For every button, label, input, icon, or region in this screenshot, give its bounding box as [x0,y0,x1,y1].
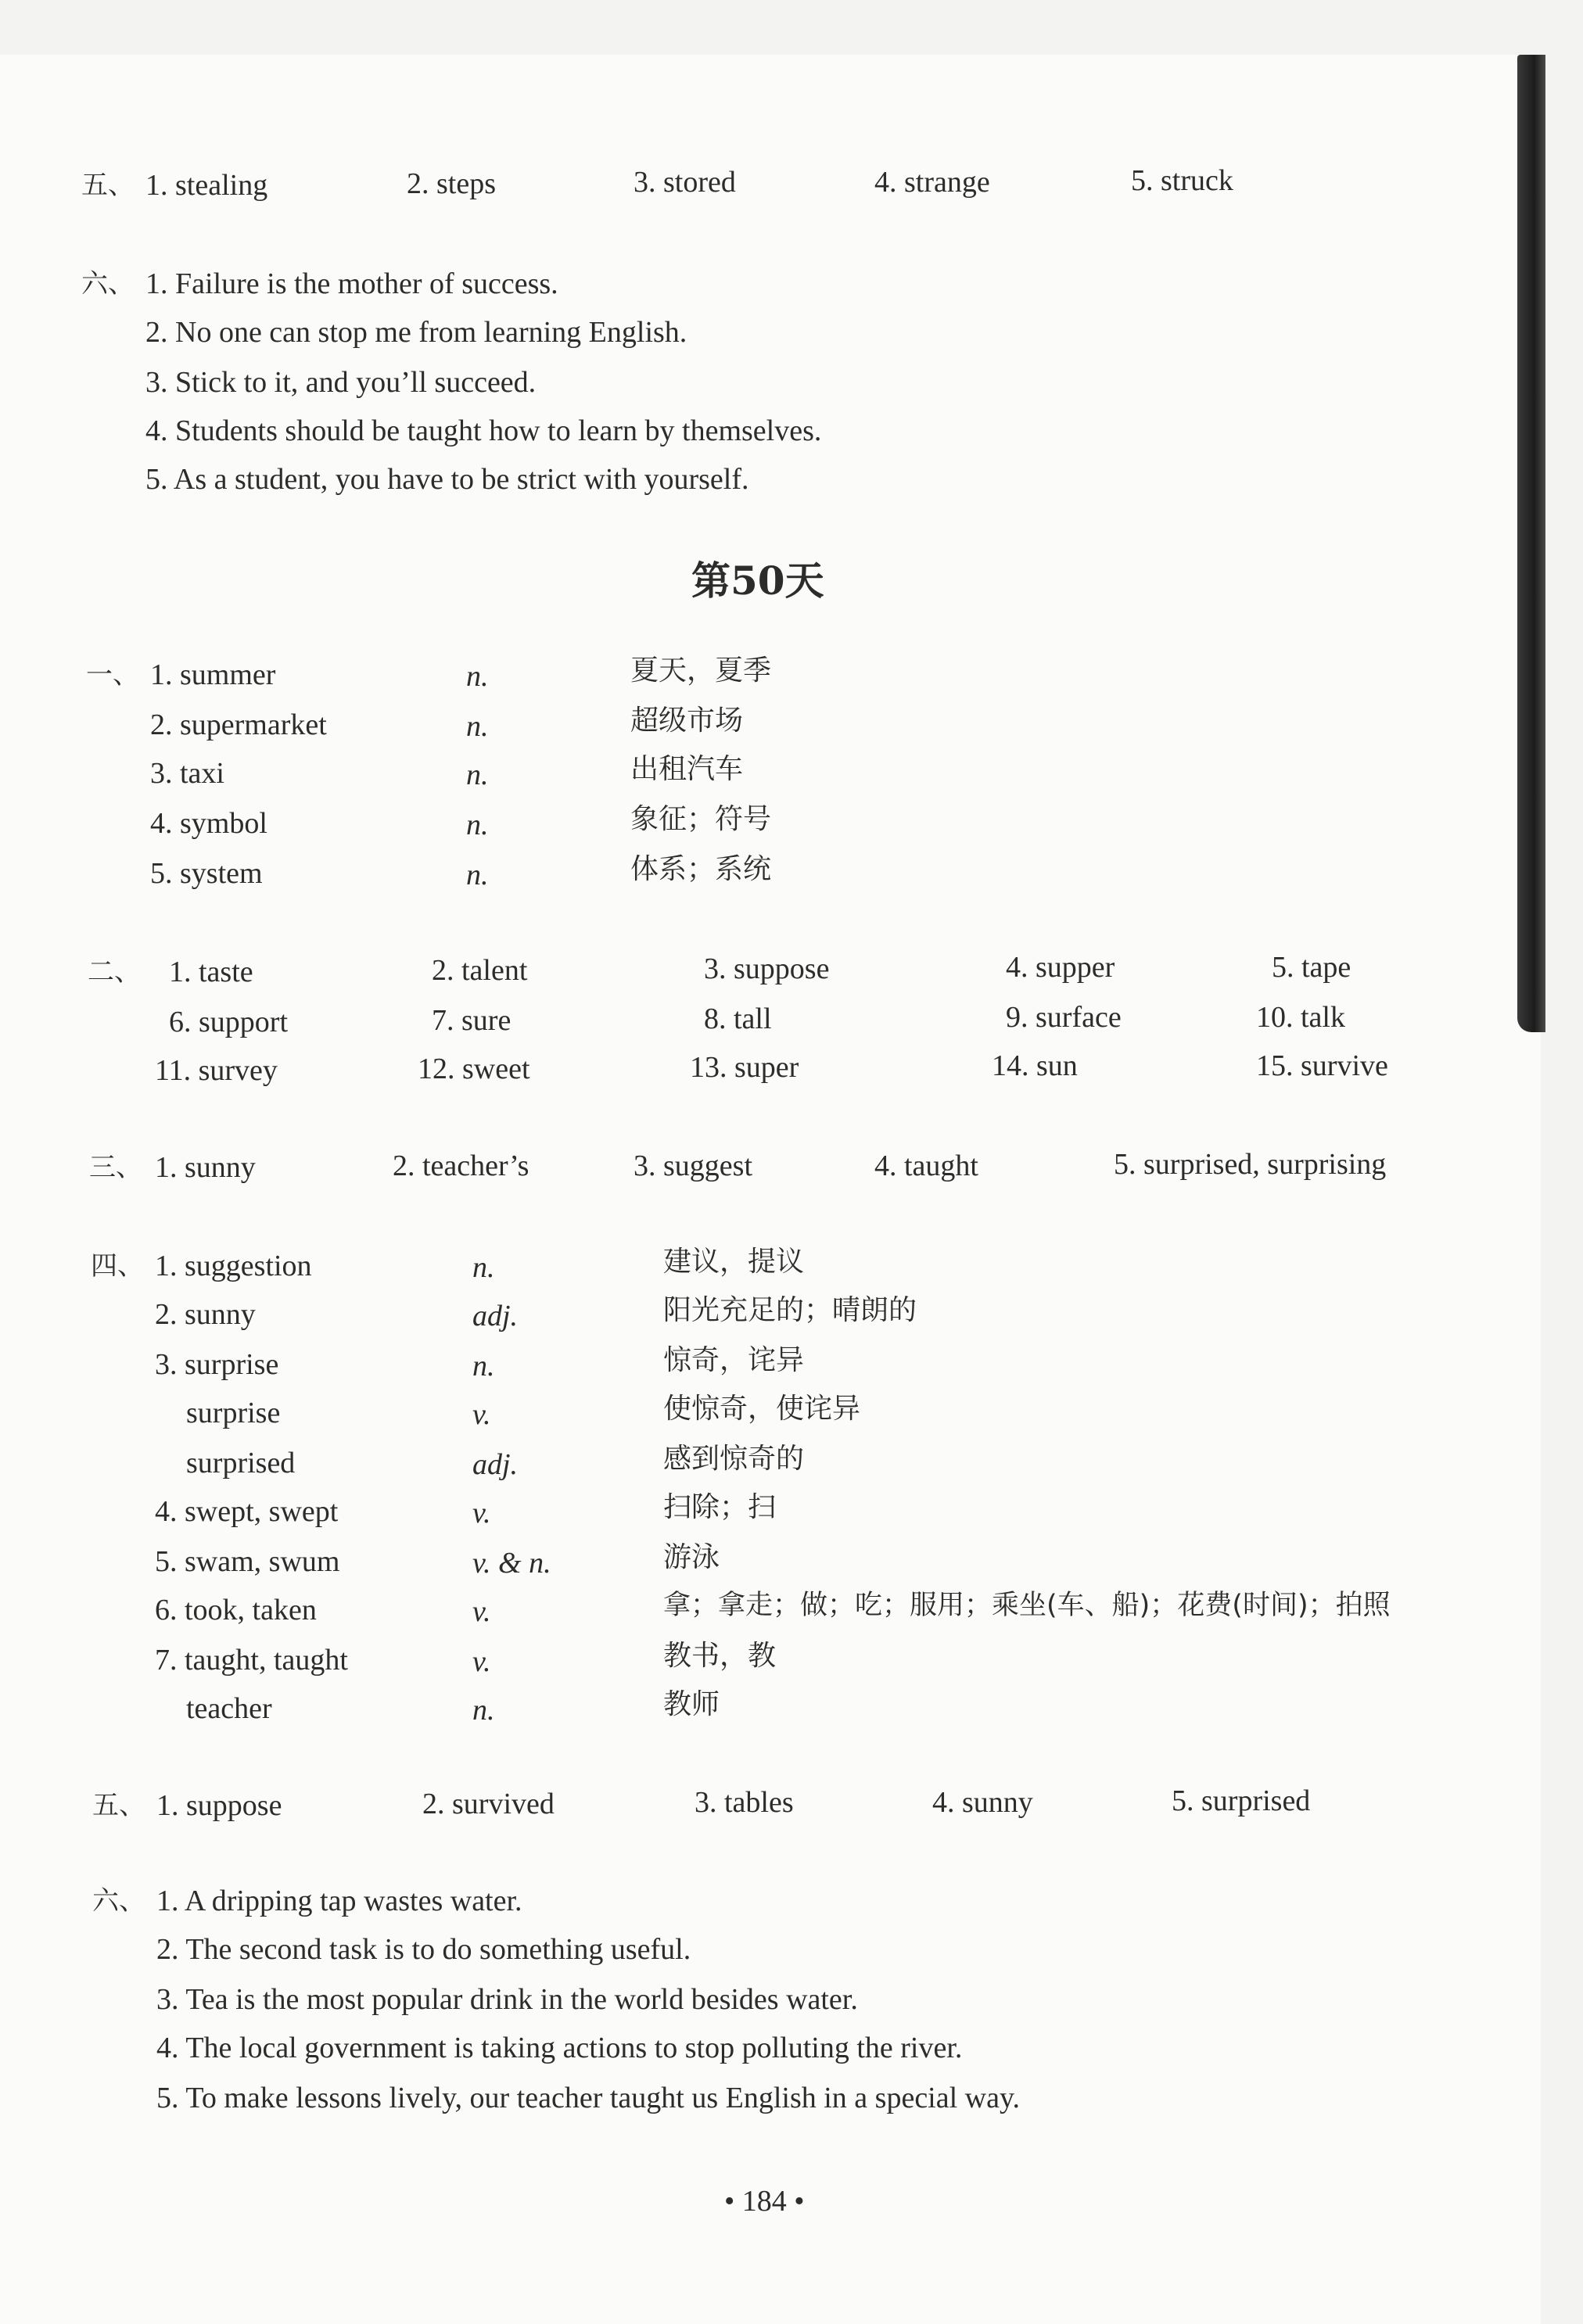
s3-item-5: 5. surprised, surprising [1114,1148,1387,1181]
prev-s6-sentence-1: 1. Failure is the mother of success. [145,267,558,300]
s4-meaning-4: 使惊奇，使诧异 [663,1393,861,1425]
scan-edge-shadow [1517,55,1545,1032]
s4-meaning-10: 教师 [663,1688,720,1720]
s2-r1-c1: 1. taste [169,956,253,988]
section-2-label: 二、 [88,956,141,988]
section-1-label: 一、 [86,659,139,690]
s2-r2-c2: 7. sure [432,1004,512,1037]
s6-sentence-5: 5. To make lessons lively, our teacher taught us English in a special way. [156,2082,1021,2114]
s1-meaning-1: 夏天，夏季 [630,655,772,687]
s4-meaning-1: 建议，提议 [663,1246,805,1278]
s2-r2-c5: 10. talk [1256,1001,1345,1034]
page-number: • 184 • [724,2185,805,2218]
s6-sentence-3: 3. Tea is the most popular drink in the world besides water. [156,1983,858,2016]
s4-pos-1: n. [472,1251,495,1284]
s4-meaning-9: 教书，教 [663,1640,777,1672]
s4-pos-10: n. [472,1694,495,1727]
s4-word-6: 4. swept, swept [155,1495,339,1528]
s1-word-5: 5. system [150,857,263,890]
s4-word-1: 1. suggestion [155,1250,312,1282]
s1-word-4: 4. symbol [150,807,267,840]
s1-meaning-3: 出租汽车 [630,753,744,785]
s2-r2-c3: 8. tall [704,1002,772,1035]
s1-word-3: 3. taxi [150,757,224,790]
prev-s5-item-2: 2. steps [407,167,496,200]
s2-r3-c5: 15. survive [1256,1049,1388,1082]
s4-word-2: 2. sunny [155,1298,256,1331]
prev-s5-item-4: 4. strange [874,166,990,199]
s3-item-3: 3. suggest [634,1149,752,1182]
day-title: 第50天 [691,558,824,604]
s4-pos-6: v. [472,1497,491,1530]
s4-pos-4: v. [472,1398,491,1431]
s4-pos-8: v. [472,1595,491,1628]
s2-r1-c3: 3. suppose [704,952,830,985]
s1-pos-4: n. [466,809,489,841]
s5-item-2: 2. survived [422,1788,555,1820]
s3-item-4: 4. taught [874,1149,978,1182]
section-3-label: 三、 [89,1152,142,1183]
s4-word-8: 6. took, taken [155,1594,317,1626]
prev-s6-sentence-5: 5. As a student, you have to be strict with yourself. [145,463,749,496]
s4-word-7: 5. swam, swum [155,1545,340,1578]
s3-item-2: 2. teacher’s [393,1149,529,1182]
s2-r3-c4: 14. sun [992,1049,1078,1082]
s6-sentence-4: 4. The local government is taking actions to stop polluting the river. [156,2032,963,2064]
prev-s5-item-5: 5. struck [1131,164,1233,197]
s4-meaning-7: 游泳 [663,1541,720,1573]
s2-r1-c2: 2. talent [432,954,528,987]
s2-r1-c5: 5. tape [1272,951,1351,984]
prev-s6-sentence-4: 4. Students should be taught how to learn by themselves. [145,414,822,447]
s1-word-1: 1. summer [150,658,276,691]
s1-word-2: 2. supermarket [150,708,327,741]
s4-meaning-3: 惊奇，诧异 [663,1344,805,1376]
s4-word-9: 7. taught, taught [155,1644,348,1677]
s1-pos-2: n. [466,710,489,743]
s4-word-4: surprise [186,1397,281,1429]
prev-section-6-label: 六、 [81,268,135,299]
section-4-label: 四、 [91,1250,144,1282]
s2-r2-c1: 6. support [169,1006,288,1038]
s6-sentence-2: 2. The second task is to do something useful. [156,1933,691,1966]
s4-pos-3: n. [472,1350,495,1383]
prev-s6-sentence-3: 3. Stick to it, and you’ll succeed. [145,366,537,399]
s5-item-1: 1. suppose [156,1789,282,1822]
prev-s6-sentence-2: 2. No one can stop me from learning English. [145,316,687,349]
s1-pos-5: n. [466,859,489,891]
s6-sentence-1: 1. A dripping tap wastes water. [156,1885,522,1917]
s2-r3-c3: 13. super [690,1051,799,1084]
prev-s5-item-3: 3. stored [634,166,736,199]
s4-pos-7: v. & n. [472,1547,551,1580]
s4-meaning-2: 阳光充足的；晴朗的 [663,1294,917,1326]
s1-meaning-5: 体系；系统 [630,853,772,885]
s4-word-10: teacher [186,1692,272,1725]
s4-word-5: surprised [186,1447,296,1479]
s5-item-4: 4. sunny [932,1786,1033,1819]
prev-section-5-label: 五、 [81,170,135,201]
s2-r1-c4: 4. supper [1006,951,1115,984]
s5-item-3: 3. tables [695,1786,794,1819]
s1-pos-1: n. [466,660,489,693]
s3-item-1: 1. sunny [155,1151,256,1184]
s5-item-5: 5. surprised [1172,1784,1311,1817]
s1-meaning-4: 象征；符号 [630,803,772,835]
s4-word-3: 3. surprise [155,1348,279,1381]
section-5-label: 五、 [92,1790,145,1821]
s4-meaning-6: 扫除；扫 [663,1491,777,1523]
s4-pos-2: adj. [472,1300,519,1332]
s1-pos-3: n. [466,759,489,791]
section-6-label: 六、 [92,1885,145,1917]
prev-s5-item-1: 1. stealing [145,169,268,202]
s4-meaning-5: 感到惊奇的 [663,1443,805,1475]
s4-pos-9: v. [472,1645,491,1678]
s2-r3-c2: 12. sweet [418,1053,530,1085]
s1-meaning-2: 超级市场 [630,705,744,737]
s4-pos-5: adj. [472,1448,519,1481]
s2-r3-c1: 11. survey [155,1054,278,1087]
s2-r2-c4: 9. surface [1006,1001,1122,1034]
s4-meaning-8: 拿；拿走；做；吃；服用；乘坐(车、船)；花费(时间)；拍照 [663,1590,1391,1621]
